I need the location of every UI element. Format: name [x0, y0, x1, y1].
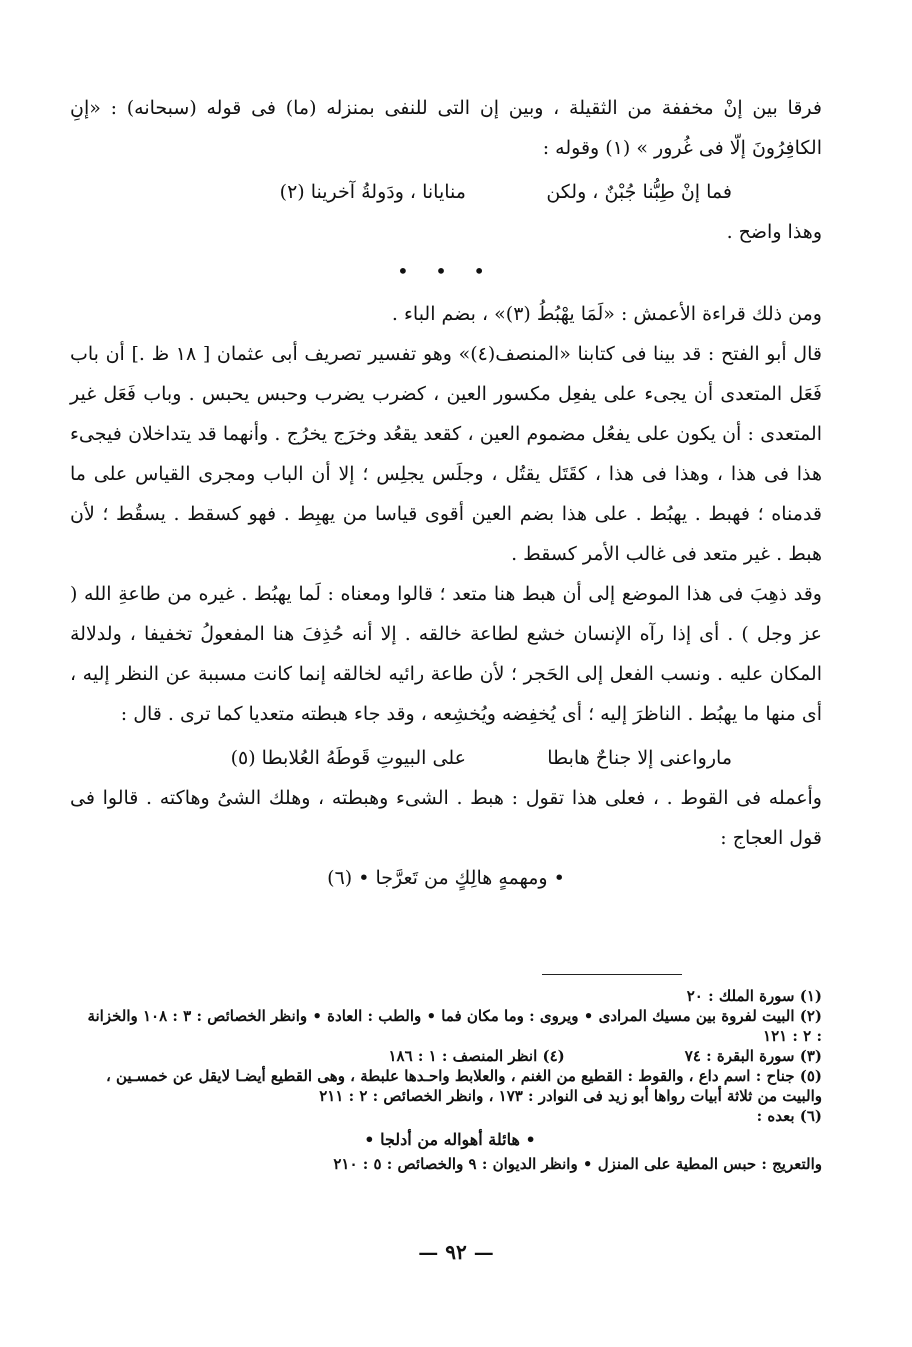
paragraph-2: ومن ذلك قراءة الأعمش : «لَمَا يهْبُطُ (٣)» ، بضم الباء . — [391, 303, 822, 325]
footnote-6: (٦) بعده : — [756, 1107, 822, 1125]
verse-2-second-hemistich: على البيوتِ قَوطَهُ العُلابطا (٥) — [230, 747, 466, 769]
paragraph-1-end: وهذا واضح . — [726, 221, 822, 243]
paragraph-1: فرقا بين إنْ مخففة من الثقيلة ، وبين إن التى للنفى بمنزله (ما) فى قوله (سبحانه) : «إنِ الكافِرُونَ إلّا فى غُرور » (١) وقوله : — [70, 97, 822, 159]
footnote-6-verse: • هائلة أهواله من أدلجا • — [364, 1130, 536, 1149]
verse-2 — [70, 738, 822, 778]
footnote-3: (٣) سورة البقرة : ٧٤ — [684, 1047, 822, 1065]
page-number: — ٩٢ — — [418, 1240, 494, 1264]
paragraph-4: وقد ذهِبَ فى هذا الموضع إلى أن هبط هنا متعد ؛ قالوا ومعناه : لَما يهبُط . غيره من طاعةِ الله ( عز وجل ) . أى إذا رآه الإنسان خشع لطاعة خالقه . إلا أنه حُذِفَ هنا المفعولُ تخفيفا ، ولدلالة المكان عليه . ونسب الفعل إلى الحَجر ؛ لأن طاعة رائيه لخالقه إنما كانت مسببة عن النظر إليه ، أى منها ما يهبُط . الناظرَ إليه ؛ أى يُخفِضه ويُخشِعه ، وقد جاء هبطته متعديا كما ترى . قال : — [70, 583, 822, 725]
footnote-divider — [542, 974, 682, 975]
footnote-2: (٢) البيت لفروة بين مسيك المرادى • ويروى : وما مكان فما • والطب : العادة • وانظر الخصائص : ٣ : ١٠٨ والخزانة : ٢ : ١٢١ — [87, 1007, 822, 1045]
verse-1-second-hemistich: منايانا ، ودَولةُ آخرينا (٢) — [279, 181, 466, 203]
main-text — [70, 88, 822, 898]
verse-1 — [70, 172, 822, 212]
footnote-row-3-4 — [78, 1046, 822, 1066]
footnote-1: (١) سورة الملك : ٢٠ — [686, 987, 822, 1005]
verse-2-first-hemistich: مارواعنى إلا جناحٌ هابطا — [547, 747, 732, 769]
paragraph-3: قال أبو الفتح : قد بينا فى كتابنا «المنصف(٤)» وهو تفسير تصريف أبى عثمان [ ١٨ ظ .] أن باب فَعَل المتعدى أن يجىء على يفعِل مكسور العين ، كضرب يضرب وحبس يحبس . وباب فَعَل غير المتعدى : أن يكون على يفعُل مضموم العين ، كقعد يقعُد وخرَج يخرُج . وأنهما قد يتداخلان فيجىء هذا فى هذا ، وهذا فى هذا ، كقَتَل يقتُل ، وجلَس يجلِس ؛ إلا أن الباب ومجرى القياس على ما قدمناه ؛ فهبط . يهبُط . على هذا بضم العين أقوى قياسا من يهبِط . فهو كسقط . يسقُط ؛ لأن هبط . غير متعد فى غالب الأمر كسقط . — [70, 343, 822, 565]
verse-3: • ومهمهٍ هالِكٍ من تَعرَّجا • (٦) — [327, 867, 565, 889]
footnotes — [78, 986, 822, 1174]
verse-1-first-hemistich: فما إنْ طِبُّنا جُبْنٌ ، ولكن — [546, 181, 732, 203]
section-separator: • • • — [396, 259, 496, 283]
paragraph-5: وأعمله فى القوط . ، فعلى هذا تقول : هبط . الشىء وهبطته ، وهلك الشىُ وهاكته . قالوا فى قول العجاج : — [70, 787, 822, 849]
footnote-5: (٥) جناح : اسم داع ، والقوط : القطيع من الغنم ، والعلابط واحـدها علبطة ، وهى القطيع أيضـا لايقل عن خمسـين ، والبيت من ثلاثة أبيات رواها أبو زيد فى النوادر : ١٧٣ ، وانظر الخصائص : ٢ : ٢١١ — [105, 1067, 822, 1105]
footnote-6-end: والتعريج : حبس المطية على المنزل • وانظر الديوان : ٩ والخصائص : ٥ : ٢١٠ — [333, 1155, 822, 1173]
footnote-4: (٤) انظر المنصف : ١ : ١٨٦ — [388, 1047, 565, 1065]
